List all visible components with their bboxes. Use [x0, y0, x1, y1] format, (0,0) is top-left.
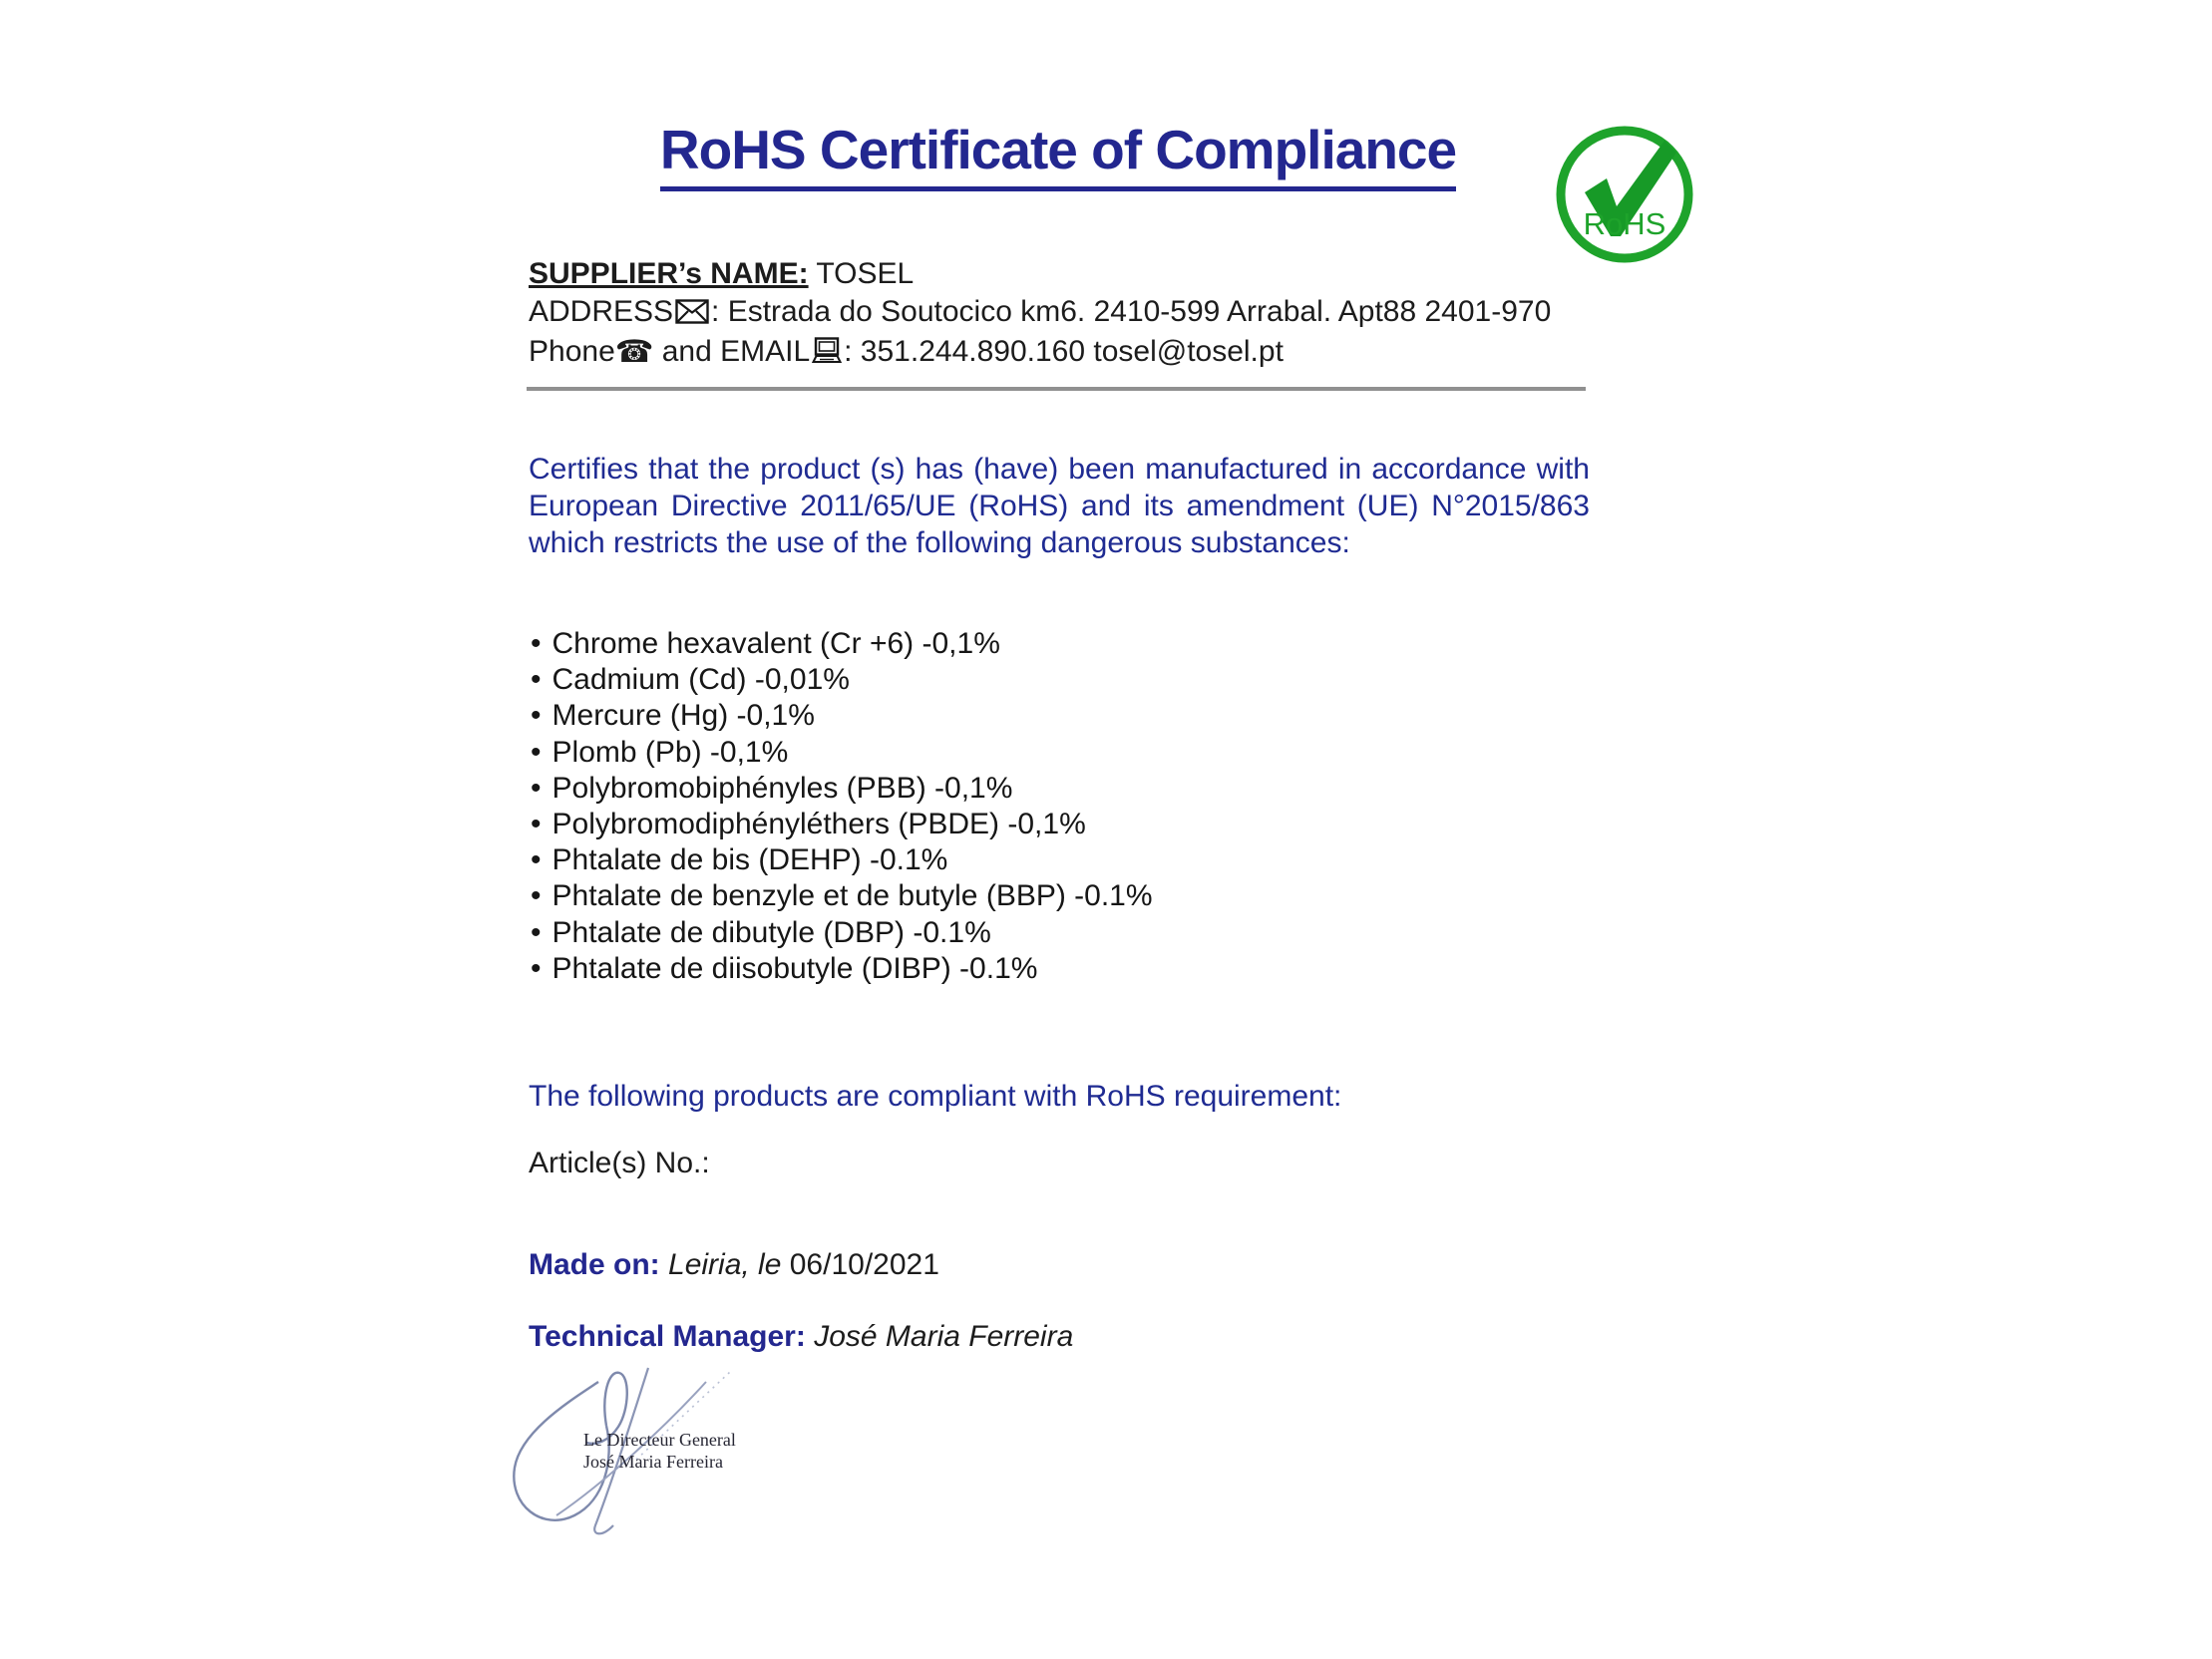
made-on-date: 06/10/2021 [789, 1248, 939, 1281]
stamp-text [583, 1429, 736, 1473]
stamp-line-2: José Maria Ferreira [583, 1452, 723, 1472]
substance-item: • Chrome hexavalent (Cr +6) -0,1% [531, 626, 1153, 662]
supplier-name-line [529, 255, 1675, 293]
substance-item: • Polybromobiphényles (PBB) -0,1% [531, 771, 1153, 807]
contact-value: : 351.244.890.160 tosel@tosel.pt [844, 335, 1284, 368]
address-value: : Estrada do Soutocico km6. 2410-599 Arrabal. Apt88 2401-970 [711, 294, 1552, 328]
supplier-name-value: TOSEL [808, 257, 915, 290]
supplier-block [529, 255, 1675, 374]
articles-label: Article(s) No.: [529, 1147, 710, 1179]
supplier-name-label: SUPPLIER’s NAME: [529, 257, 809, 290]
phone-label: Phone [529, 335, 615, 368]
substance-item: • Phtalate de dibutyle (DBP) -0.1% [531, 915, 1153, 951]
rohs-logo-label: RoHS [1583, 206, 1666, 241]
substances-list [531, 626, 1153, 987]
horizontal-divider [527, 387, 1586, 391]
phone-icon: ☎ [614, 334, 654, 370]
envelope-icon [675, 296, 709, 334]
email-mid-label: and EMAIL [653, 335, 811, 368]
substance-item: • Polybromodiphényléthers (PBDE) -0,1% [531, 807, 1153, 842]
computer-icon [812, 336, 842, 374]
made-on-line [529, 1248, 939, 1282]
page-title [529, 118, 1588, 191]
substance-item: • Phtalate de diisobutyle (DIBP) -0.1% [531, 951, 1153, 987]
technical-manager-line [529, 1320, 1073, 1354]
technical-manager-label: Technical Manager: [529, 1320, 806, 1353]
made-on-label: Made on: [529, 1248, 660, 1281]
technical-manager-name: José Maria Ferreira [805, 1320, 1074, 1353]
supplier-contact-line [529, 333, 1675, 374]
stamp-line-1: Le Directeur General [583, 1430, 736, 1450]
substance-item: • Mercure (Hg) -0,1% [531, 698, 1153, 734]
page-title-text: RoHS Certificate of Compliance [660, 118, 1456, 191]
made-on-place: Leiria, le [659, 1248, 790, 1281]
compliance-statement: The following products are compliant with RoHS requirement: [529, 1080, 1342, 1113]
substance-item: • Cadmium (Cd) -0,01% [531, 662, 1153, 698]
substance-item: • Plomb (Pb) -0,1% [531, 735, 1153, 771]
substance-item: • Phtalate de benzyle et de butyle (BBP) -0.1% [531, 878, 1153, 914]
certification-statement: Certifies that the product (s) has (have) been manufactured in accordance with European Directive 2011/65/UE (RoHS) and its amendment (UE) N°2015/863 which restricts the use of the following dangerous substances: [529, 453, 1590, 559]
address-label: ADDRESS [529, 294, 674, 328]
substance-item: • Phtalate de bis (DEHP) -0.1% [531, 842, 1153, 878]
rohs-logo-icon [1553, 115, 1700, 274]
supplier-address-line [529, 293, 1675, 334]
